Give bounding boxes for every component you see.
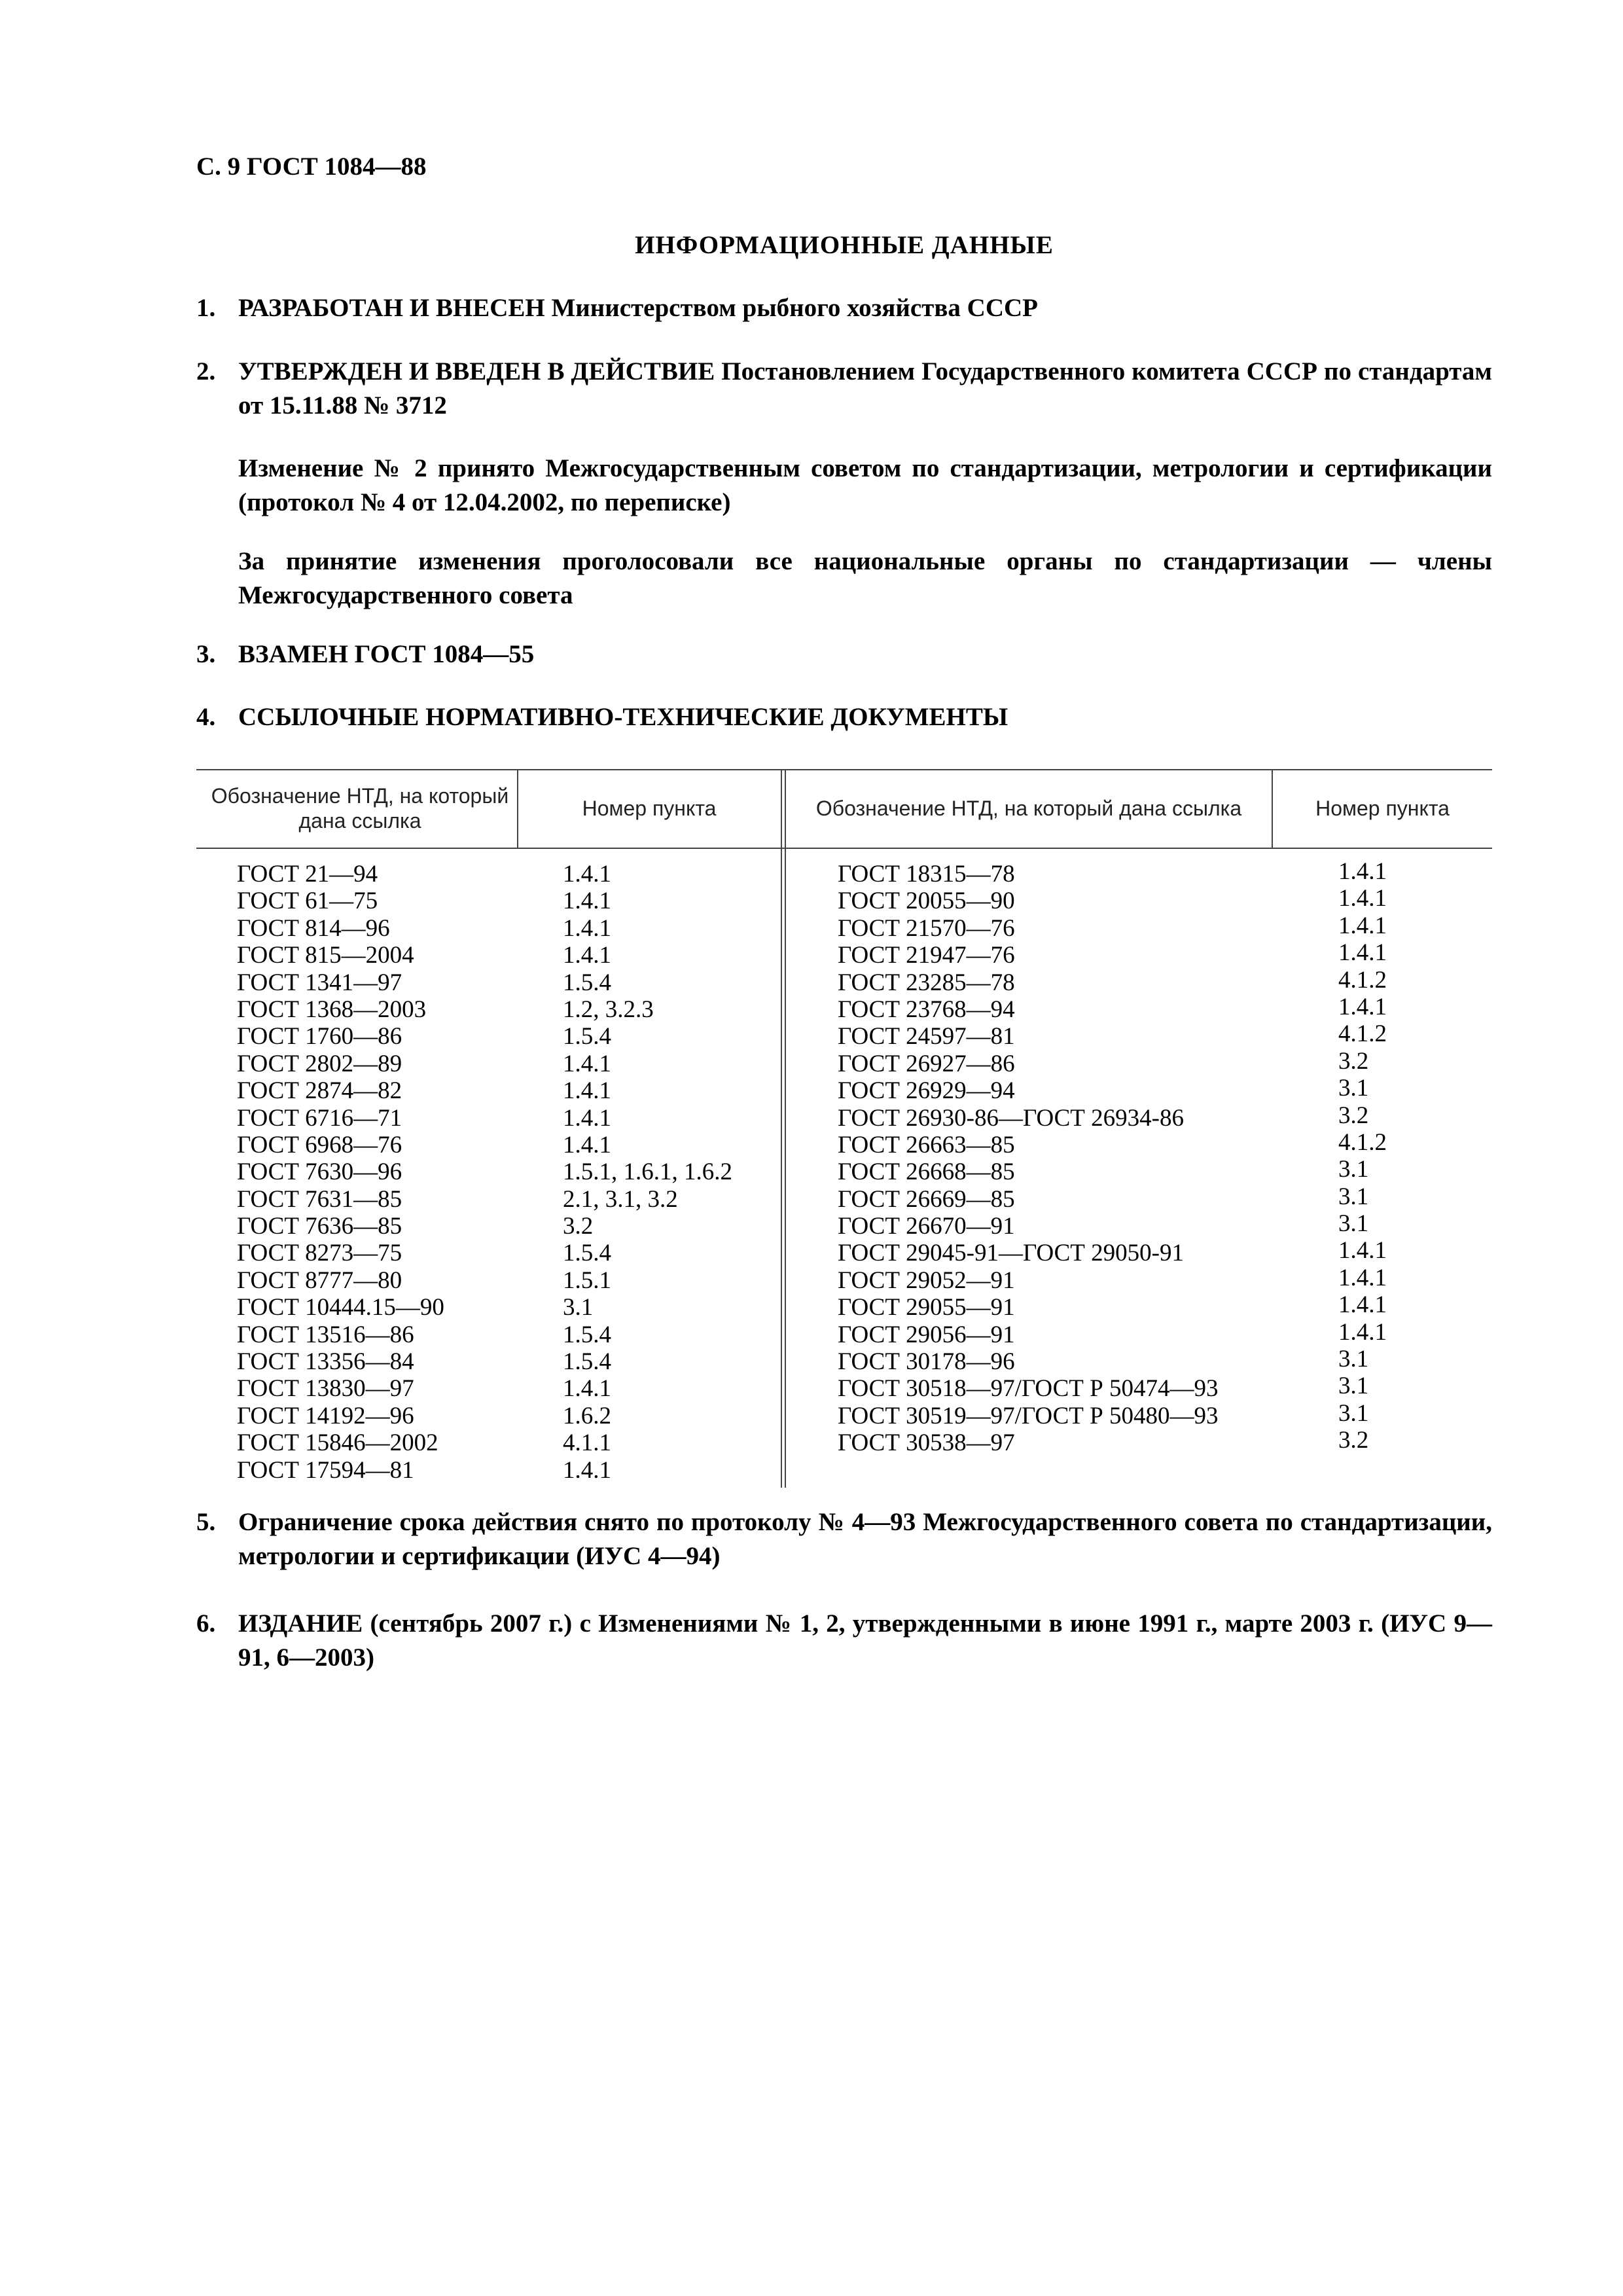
table-cell-doc: ГОСТ 23285—78 bbox=[838, 969, 1015, 996]
table-cell-num: 3.2 bbox=[1338, 1427, 1369, 1454]
table-cell-doc: ГОСТ 26663—85 bbox=[838, 1131, 1015, 1158]
table-cell-doc: ГОСТ 26668—85 bbox=[838, 1158, 1015, 1186]
table-cell-num: 1.5.4 bbox=[563, 1240, 611, 1267]
table-cell-doc: ГОСТ 6968—76 bbox=[237, 1131, 402, 1158]
table-cell-doc: ГОСТ 8777—80 bbox=[237, 1266, 402, 1294]
table-cell-doc: ГОСТ 21570—76 bbox=[838, 914, 1015, 942]
table-cell-num: 1.6.2 bbox=[563, 1402, 611, 1429]
table-cell-num: 4.1.2 bbox=[1338, 1020, 1387, 1048]
header-left-doc: Обозначение НТД, на который дана ссылка bbox=[211, 784, 509, 833]
table-cell-num: 4.1.2 bbox=[1338, 966, 1387, 994]
table-header-rule bbox=[196, 848, 1492, 849]
table-cell-doc: ГОСТ 815—2004 bbox=[237, 942, 414, 969]
right-num-column bbox=[1338, 858, 1387, 1454]
table-cell-doc: ГОСТ 1760—86 bbox=[237, 1023, 402, 1050]
item-3: 3. ВЗАМЕН ГОСТ 1084—55 bbox=[196, 640, 535, 668]
table-cell-num: 1.4.1 bbox=[1338, 939, 1387, 967]
table-cell-num: 1.4.1 bbox=[1338, 1237, 1387, 1265]
item-6: 6. ИЗДАНИЕ (сентябрь 2007 г.) с Изменениями № 1, 2, утвержденными в июне 1991 г., марте 2003 г. (ИУС 9—91, 6—2003) bbox=[196, 1609, 1492, 1672]
item-1: 1. РАЗРАБОТАН И ВНЕСЕН Министерством рыбного хозяйства СССР bbox=[196, 294, 1038, 322]
table-cell-doc: ГОСТ 29056—91 bbox=[838, 1321, 1015, 1348]
table-cell-num: 1.5.4 bbox=[563, 1321, 611, 1348]
table-cell-num: 3.2 bbox=[1338, 1047, 1369, 1075]
table-cell-num: 1.4.1 bbox=[563, 1077, 611, 1105]
table-cell-doc: ГОСТ 2874—82 bbox=[237, 1077, 402, 1105]
item-2-note-change: Изменение № 2 принято Межгосударственным советом по стандартизации, метрологии и сертификации (протокол № 4 от 12.04.2002, по переписке) bbox=[238, 454, 1492, 516]
header-left-num: Номер пункта bbox=[582, 797, 717, 820]
section-title: ИНФОРМАЦИОННЫЕ ДАННЫЕ bbox=[635, 231, 1054, 259]
table-cell-num: 1.5.4 bbox=[563, 969, 611, 996]
table-cell-num: 3.1 bbox=[1338, 1399, 1369, 1427]
table-cell-doc: ГОСТ 18315—78 bbox=[838, 861, 1015, 888]
table-cell-num: 3.1 bbox=[1338, 1372, 1369, 1400]
table-cell-doc: ГОСТ 17594—81 bbox=[237, 1456, 414, 1484]
table-cell-num: 4.1.1 bbox=[563, 1429, 611, 1457]
table-cell-num: 1.4.1 bbox=[1338, 1264, 1387, 1291]
table-cell-doc: ГОСТ 1368—2003 bbox=[237, 996, 427, 1023]
table-cell-doc: ГОСТ 26669—85 bbox=[838, 1185, 1015, 1213]
table-cell-num: 1.4.1 bbox=[563, 1104, 611, 1132]
table-cell-doc: ГОСТ 15846—2002 bbox=[237, 1429, 438, 1457]
table-cell-doc: ГОСТ 30519—97/ГОСТ Р 50480—93 bbox=[838, 1402, 1219, 1429]
table-cell-num: 1.4.1 bbox=[1338, 993, 1387, 1020]
table-center-divider-2 bbox=[785, 769, 786, 1488]
table-center-divider bbox=[781, 769, 782, 1488]
table-cell-num: 1.5.1 bbox=[563, 1266, 611, 1294]
table-cell-num: 1.5.1, 1.6.1, 1.6.2 bbox=[563, 1158, 732, 1186]
header-right-doc: Обозначение НТД, на который дана ссылка bbox=[815, 797, 1242, 820]
table-cell-doc: ГОСТ 21947—76 bbox=[838, 942, 1015, 969]
table-cell-num: 1.5.4 bbox=[563, 1348, 611, 1376]
table-cell-doc: ГОСТ 24597—81 bbox=[838, 1023, 1015, 1050]
table-cell-num: 1.4.1 bbox=[563, 1375, 611, 1403]
table-cell-doc: ГОСТ 29045-91—ГОСТ 29050-91 bbox=[838, 1240, 1184, 1267]
table-cell-num: 4.1.2 bbox=[1338, 1128, 1387, 1156]
table-cell-num: 3.1 bbox=[1338, 1183, 1369, 1210]
table-cell-doc: ГОСТ 30518—97/ГОСТ Р 50474—93 bbox=[838, 1375, 1219, 1403]
item-2: 2. УТВЕРЖДЕН И ВВЕДЕН В ДЕЙСТВИЕ Постановлением Государственного комитета СССР по стандартам от 15.11.88 № 3712 bbox=[196, 357, 1492, 420]
table-cell-doc: ГОСТ 20055—90 bbox=[838, 888, 1015, 915]
left-doc-column bbox=[237, 861, 444, 1484]
header-right-num: Номер пункта bbox=[1315, 797, 1450, 820]
table-cell-num: 1.4.1 bbox=[1338, 885, 1387, 912]
table-cell-doc: ГОСТ 7630—96 bbox=[237, 1158, 402, 1186]
table-cell-doc: ГОСТ 13356—84 bbox=[237, 1348, 414, 1376]
table-cell-num: 1.4.1 bbox=[563, 1131, 611, 1158]
page-header: С. 9 ГОСТ 1084—88 bbox=[196, 152, 427, 181]
table-cell-doc: ГОСТ 26670—91 bbox=[838, 1213, 1015, 1240]
table-cell-doc: ГОСТ 21—94 bbox=[237, 861, 378, 888]
table-cell-num: 1.4.1 bbox=[563, 1456, 611, 1484]
table-cell-doc: ГОСТ 13830—97 bbox=[237, 1375, 414, 1403]
table-cell-num: 1.4.1 bbox=[1338, 858, 1387, 885]
table-cell-doc: ГОСТ 26930-86—ГОСТ 26934-86 bbox=[838, 1104, 1184, 1132]
table-cell-num: 1.4.1 bbox=[1338, 1291, 1387, 1319]
table-cell-num: 1.4.1 bbox=[563, 1050, 611, 1077]
table-cell-doc: ГОСТ 30178—96 bbox=[838, 1348, 1015, 1376]
table-cell-num: 2.1, 3.1, 3.2 bbox=[563, 1185, 678, 1213]
table-cell-num: 1.4.1 bbox=[563, 888, 611, 915]
table-cell-num: 1.4.1 bbox=[563, 942, 611, 969]
table-cell-doc: ГОСТ 29055—91 bbox=[838, 1294, 1015, 1321]
table-cell-doc: ГОСТ 1341—97 bbox=[237, 969, 402, 996]
table-cell-num: 1.4.1 bbox=[563, 914, 611, 942]
table-cell-doc: ГОСТ 30538—97 bbox=[838, 1429, 1015, 1457]
table-cell-doc: ГОСТ 8273—75 bbox=[237, 1240, 402, 1267]
table-cell-doc: ГОСТ 61—75 bbox=[237, 888, 378, 915]
table-cell-doc: ГОСТ 23768—94 bbox=[838, 996, 1015, 1023]
table-cell-num: 1.5.4 bbox=[563, 1023, 611, 1050]
item-5: 5. Ограничение срока действия снято по протоколу № 4—93 Межгосударственного совета по стандартизации, метрологии и сертификации (ИУС 4—94) bbox=[196, 1508, 1492, 1570]
table-cell-doc: ГОСТ 26929—94 bbox=[838, 1077, 1015, 1105]
table-cell-doc: ГОСТ 14192—96 bbox=[237, 1402, 414, 1429]
table-cell-num: 1.4.1 bbox=[563, 861, 611, 888]
right-doc-column bbox=[838, 861, 1218, 1457]
table-cell-doc: ГОСТ 7636—85 bbox=[237, 1213, 402, 1240]
table-cell-num: 3.1 bbox=[1338, 1210, 1369, 1238]
table-cell-doc: ГОСТ 29052—91 bbox=[838, 1266, 1015, 1294]
table-cell-doc: ГОСТ 26927—86 bbox=[838, 1050, 1015, 1077]
table-cell-doc: ГОСТ 2802—89 bbox=[237, 1050, 402, 1077]
table-cell-num: 3.1 bbox=[563, 1294, 594, 1321]
table-cell-num: 1.2, 3.2.3 bbox=[563, 996, 654, 1023]
table-cell-num: 3.2 bbox=[1338, 1102, 1369, 1129]
table-cell-doc: ГОСТ 10444.15—90 bbox=[237, 1294, 444, 1321]
item-2-note-vote: За принятие изменения проголосовали все национальные органы по стандартизации — члены Межгосударственного совета bbox=[238, 547, 1492, 609]
table-cell-doc: ГОСТ 7631—85 bbox=[237, 1185, 402, 1213]
table-cell-num: 3.1 bbox=[1338, 1156, 1369, 1183]
item-4: 4. ССЫЛОЧНЫЕ НОРМАТИВНО-ТЕХНИЧЕСКИЕ ДОКУМЕНТЫ bbox=[196, 703, 1008, 731]
table-cell-num: 3.1 bbox=[1338, 1346, 1369, 1373]
table-cell-doc: ГОСТ 6716—71 bbox=[237, 1104, 402, 1132]
table-cell-num: 1.4.1 bbox=[1338, 912, 1387, 939]
table-cell-num: 3.2 bbox=[563, 1213, 594, 1240]
table-cell-num: 1.4.1 bbox=[1338, 1318, 1387, 1346]
left-num-column bbox=[563, 861, 732, 1484]
references-table bbox=[196, 769, 1492, 1488]
table-cell-doc: ГОСТ 814—96 bbox=[237, 914, 390, 942]
table-cell-doc: ГОСТ 13516—86 bbox=[237, 1321, 414, 1348]
table-cell-num: 3.1 bbox=[1338, 1075, 1369, 1102]
